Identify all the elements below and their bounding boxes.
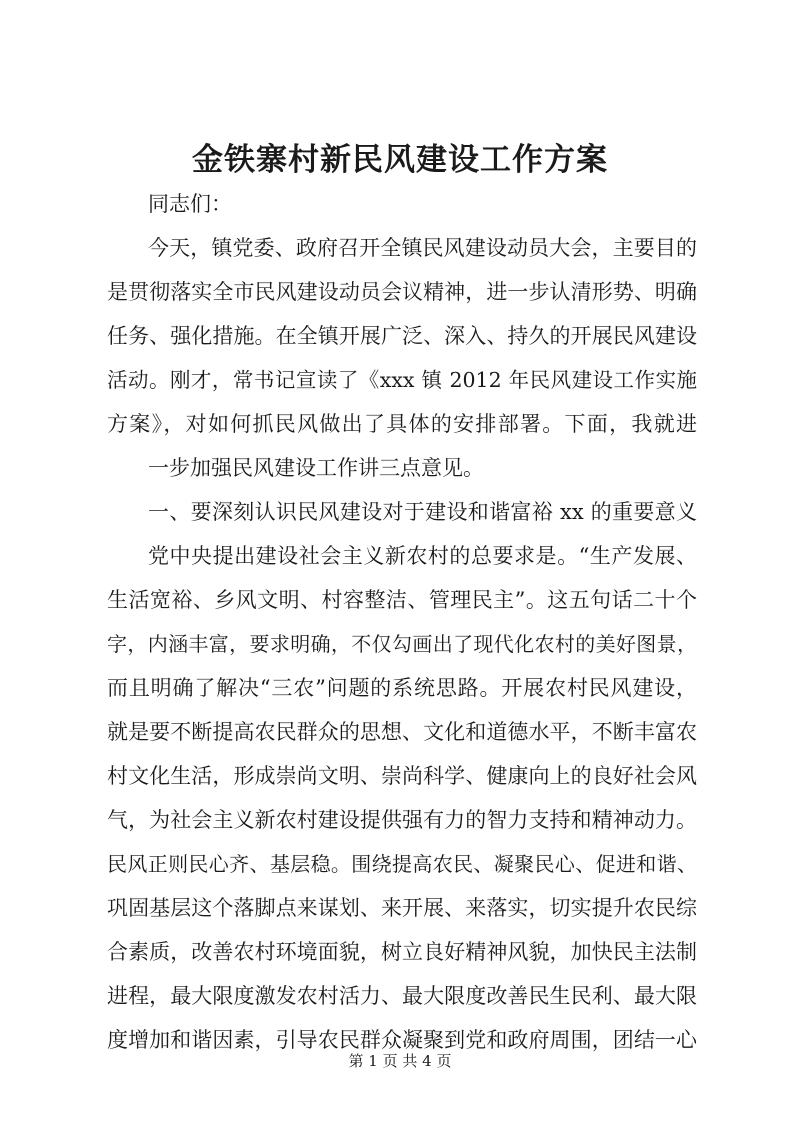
section-heading: 一、要深刻认识民风建设对于建设和谐富裕 xx 的重要意义 [148,500,697,524]
body-line: 进程，最大限度激发农村活力、最大限度改善民生民利、最大限 [107,984,697,1008]
body-line: 活动。刚才，常书记宣读了《xxx 镇 2012 年民风建设工作实施 [107,368,697,392]
page-footer: 第 1 页 共 4 页 [348,1052,452,1070]
body-line: 合素质，改善农村环境面貌，树立良好精神风貌，加快民主法制 [107,940,697,964]
body-line: 生活宽裕、乡风文明、村容整洁、管理民主”。这五句话二十个 [107,588,697,612]
body-line: 今天，镇党委、政府召开全镇民风建设动员大会，主要目的 [148,236,697,260]
body-line: 字，内涵丰富，要求明确，不仅勾画出了现代化农村的美好图景， [107,632,697,656]
body-line: 党中央提出建设社会主义新农村的总要求是。“生产发展、 [148,544,697,568]
body-line: 村文化生活，形成崇尚文明、崇尚科学、健康向上的良好社会风 [107,764,697,788]
body-line: 就是要不断提高农民群众的思想、文化和道德水平，不断丰富农 [107,720,697,744]
body-line: 而且明确了解决“三农”问题的系统思路。开展农村民风建设， [107,676,697,700]
body-line: 是贯彻落实全市民风建设动员会议精神，进一步认清形势、明确 [107,280,697,304]
body-line: 一步加强民风建设工作讲三点意见。 [148,456,484,480]
document-title: 金铁寨村新民风建设工作方案 [192,142,608,178]
body-line: 度增加和谐因素，引导农民群众凝聚到党和政府周围，团结一心 [107,1028,697,1052]
body-line: 民风正则民心齐、基层稳。围绕提高农民、凝聚民心、促进和谐、 [107,852,697,876]
body-line: 任务、强化措施。在全镇开展广泛、深入、持久的开展民风建设 [107,324,697,348]
body-line: 方案》，对如何抓民风做出了具体的安排部署。下面，我就进 [107,412,697,436]
body-line: 气，为社会主义新农村建设提供强有力的智力支持和精神动力。 [107,808,697,832]
body-line-salutation: 同志们： [148,192,232,216]
body-line: 巩固基层这个落脚点来谋划、来开展、来落实，切实提升农民综 [107,896,697,920]
